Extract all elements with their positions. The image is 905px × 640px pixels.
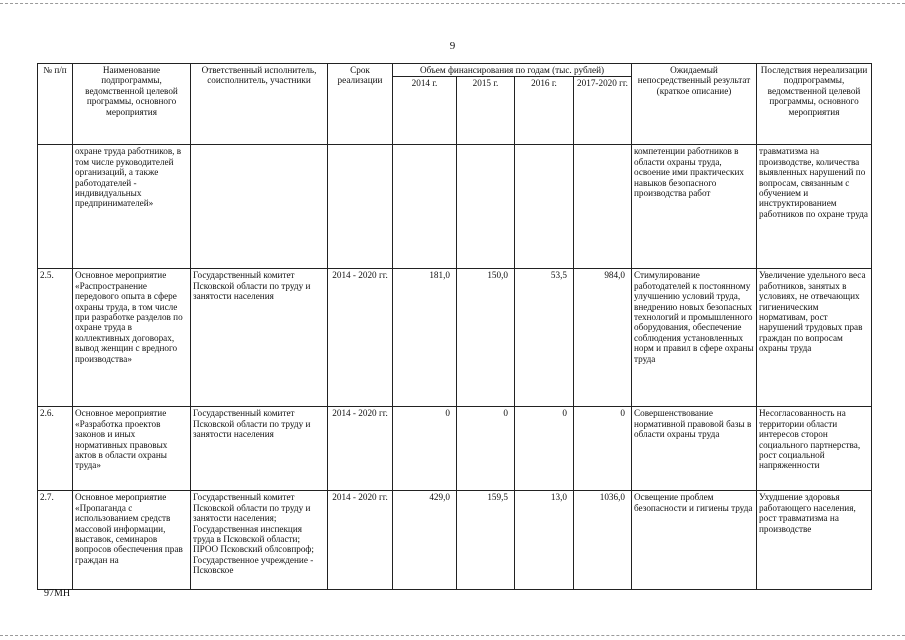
cell-num: 2.6. <box>38 407 73 491</box>
cell-term: 2014 - 2020 гг. <box>328 491 393 590</box>
cell-2014: 0 <box>393 407 457 491</box>
cell-executor: Государственный комитет Псковской области по труду и занятости населения <box>191 269 328 407</box>
page-number: 9 <box>449 40 456 52</box>
cell-2015: 159,5 <box>457 491 515 590</box>
table-row <box>38 491 872 590</box>
cell-term: 2014 - 2020 гг. <box>328 269 393 407</box>
cell-term: 2014 - 2020 гг. <box>328 407 393 491</box>
cell-result: Стимулирование работодателей к постоянному улучшению условий труда, внедрению новых безопасных технологий и промышленного оборудования, обеспечение соблюдения установленных норм и правил в сфере охраны труда <box>632 269 757 407</box>
cell-2016: 0 <box>515 407 574 491</box>
footer-code: 97МН <box>44 588 71 599</box>
cell-2015 <box>457 145 515 269</box>
cell-term <box>328 145 393 269</box>
table-row <box>38 269 872 407</box>
header-consequences: Последствия нереализации подпрограммы, ведомственной целевой программы, основного мероприятия <box>757 64 872 145</box>
header-result: Ожидаемый непосредственный результат (краткое описание) <box>632 64 757 145</box>
cell-executor: Государственный комитет Псковской области по труду и занятости населения; Государственная инспекция труда в Псковской области; ПРОО Псковский облсовпроф; Государственное учреждение - Псковское <box>191 491 328 590</box>
cell-2017-2020: 0 <box>574 407 632 491</box>
header-year-2016: 2016 г. <box>515 77 574 145</box>
header-financing: Объем финансирования по годам (тыс. рублей) <box>393 64 632 77</box>
cell-num: 2.5. <box>38 269 73 407</box>
cell-2015: 0 <box>457 407 515 491</box>
cell-executor <box>191 145 328 269</box>
cell-name: Основное мероприятие «Распространение передового опыта в сфере охраны труда, в том числе при разработке разделов по охране труда в коллективных договорах, вывод женщин с вредного производства» <box>73 269 191 407</box>
cell-consequences: Ухудшение здоровья работающего населения, рост травматизма на производстве <box>757 491 872 590</box>
cell-2017-2020: 1036,0 <box>574 491 632 590</box>
top-edge-line <box>0 3 905 4</box>
header-year-2017-2020: 2017-2020 гг. <box>574 77 632 145</box>
cell-consequences: Увеличение удельного веса работников, занятых в условиях, не отвечающих гигиеническим нормативам, рост нарушений трудовых прав граждан по вопросам охраны труда <box>757 269 872 407</box>
cell-name: охране труда работников, в том числе руководителей организаций, а также работодателей - индивидуальных предпринимателей» <box>73 145 191 269</box>
cell-2014: 181,0 <box>393 269 457 407</box>
cell-2015: 150,0 <box>457 269 515 407</box>
cell-2016 <box>515 145 574 269</box>
cell-num <box>38 145 73 269</box>
cell-name: Основное мероприятие «Разработка проектов законов и иных нормативных правовых актов в области охраны труда» <box>73 407 191 491</box>
cell-2017-2020: 984,0 <box>574 269 632 407</box>
header-term: Срок реализации <box>328 64 393 145</box>
cell-result: Совершенствование нормативной правовой базы в области охраны труда <box>632 407 757 491</box>
cell-consequences: травматизма на производстве, количества выявленных нарушений по вопросам, связанным с обучением и инструктированием работников по охране труда <box>757 145 872 269</box>
cell-consequences: Несогласованность на территории области интересов сторон социального партнерства, рост социальной напряженности <box>757 407 872 491</box>
cell-2014: 429,0 <box>393 491 457 590</box>
table-row <box>38 145 872 269</box>
cell-result: компетенции работников в области охраны труда, освоение ими практических навыков безопасного производства работ <box>632 145 757 269</box>
cell-2014 <box>393 145 457 269</box>
cell-2016: 13,0 <box>515 491 574 590</box>
header-name: Наименование подпрограммы, ведомственной целевой программы, основного мероприятия <box>73 64 191 145</box>
cell-name: Основное мероприятие «Пропаганда с использованием средств массовой информации, выставок, семинаров вопросов обеспечения прав граждан на <box>73 491 191 590</box>
table-row <box>38 407 872 491</box>
header-executor: Ответственный исполнитель, соисполнитель, участники <box>191 64 328 145</box>
header-year-2015: 2015 г. <box>457 77 515 145</box>
bottom-edge-line <box>0 635 905 636</box>
header-year-2014: 2014 г. <box>393 77 457 145</box>
cell-2016: 53,5 <box>515 269 574 407</box>
cell-executor: Государственный комитет Псковской области по труду и занятости населения <box>191 407 328 491</box>
cell-2017-2020 <box>574 145 632 269</box>
header-num: № п/п <box>38 64 73 145</box>
cell-result: Освещение проблем безопасности и гигиены труда <box>632 491 757 590</box>
program-table <box>37 63 872 590</box>
cell-num: 2.7. <box>38 491 73 590</box>
